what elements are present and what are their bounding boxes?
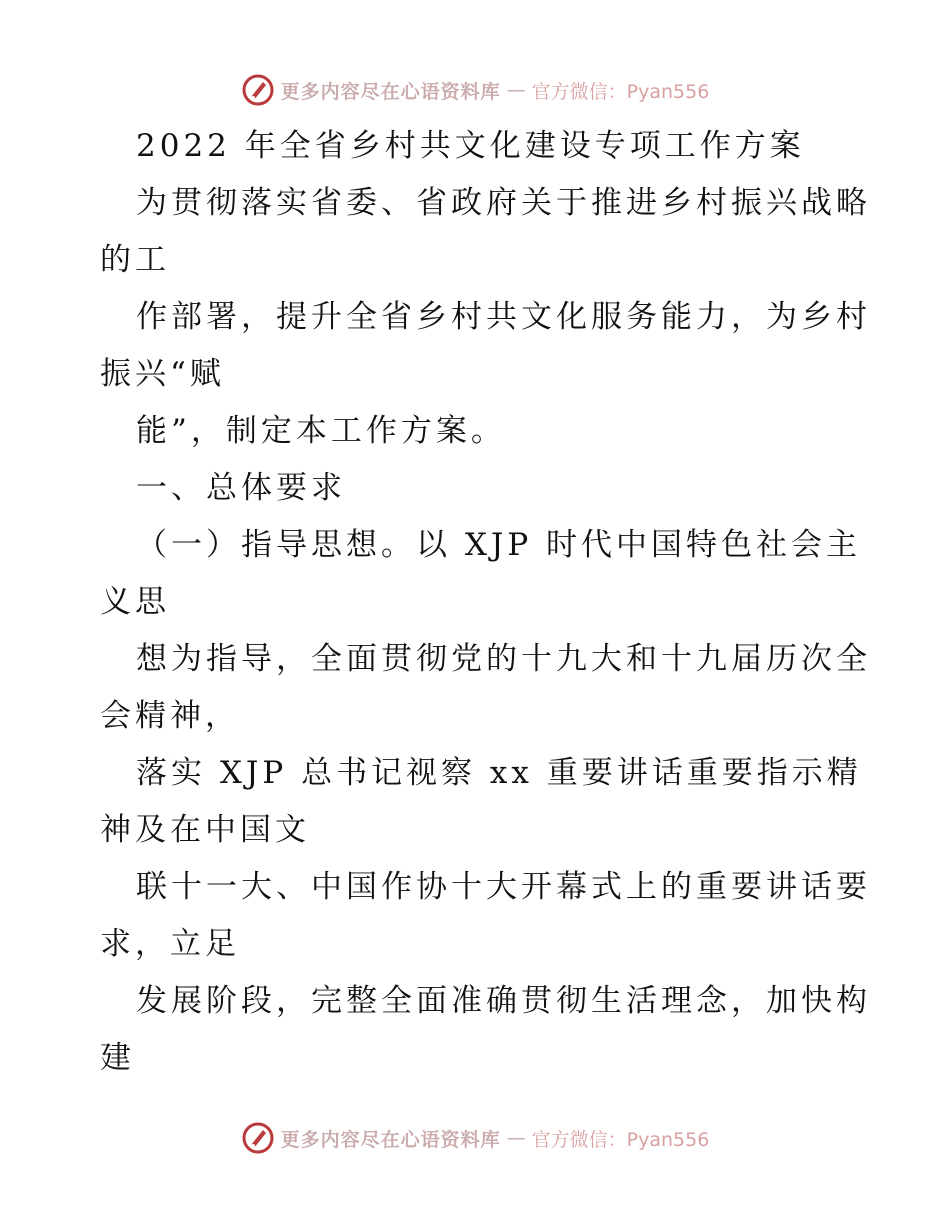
- text-line: 的工: [100, 242, 170, 278]
- watermark-separator: —: [506, 1127, 526, 1149]
- text-line: 求，立足: [100, 926, 240, 962]
- document-body: [100, 118, 871, 1087]
- watermark-text: 更多内容尽在心语资料库: [280, 80, 501, 103]
- watermark-text: 更多内容尽在心语资料库: [280, 1128, 501, 1151]
- text-line: 一、总体要求: [136, 470, 346, 506]
- text-line: 联十一大、中国作协十大开幕式上的重要讲话要: [136, 869, 871, 905]
- text-line: 作部署，提升全省乡村共文化服务能力，为乡村: [136, 299, 871, 335]
- text-line: 2022 年全省乡村共文化建设专项工作方案: [136, 128, 805, 164]
- text-line: 落实 XJP 总书记视察 xx 重要讲话重要指示精: [136, 755, 862, 791]
- text-line: 建: [100, 1040, 135, 1076]
- watermark-footer: [0, 1118, 950, 1158]
- text-line: 为贯彻落实省委、省政府关于推进乡村振兴战略: [136, 185, 871, 221]
- text-line: 发展阶段，完整全面准确贯彻生活理念，加快构: [136, 983, 871, 1019]
- watermark-contact: 官方微信：Pyan556: [531, 1128, 710, 1151]
- text-line: （一）指导思想。以 XJP 时代中国特色社会主: [136, 527, 862, 563]
- text-line: 神及在中国文: [100, 812, 310, 848]
- watermark-separator: —: [506, 79, 526, 101]
- pen-logo-icon: [241, 73, 275, 107]
- text-line: 会精神，: [100, 698, 240, 734]
- pen-logo-icon: [241, 1121, 275, 1155]
- text-line: 义思: [100, 584, 170, 620]
- text-line: 能”，制定本工作方案。: [136, 413, 506, 449]
- text-line: 振兴“赋: [100, 356, 225, 392]
- watermark-header: [0, 70, 950, 110]
- text-line: 想为指导，全面贯彻党的十九大和十九届历次全: [136, 641, 871, 677]
- watermark-contact: 官方微信：Pyan556: [531, 80, 710, 103]
